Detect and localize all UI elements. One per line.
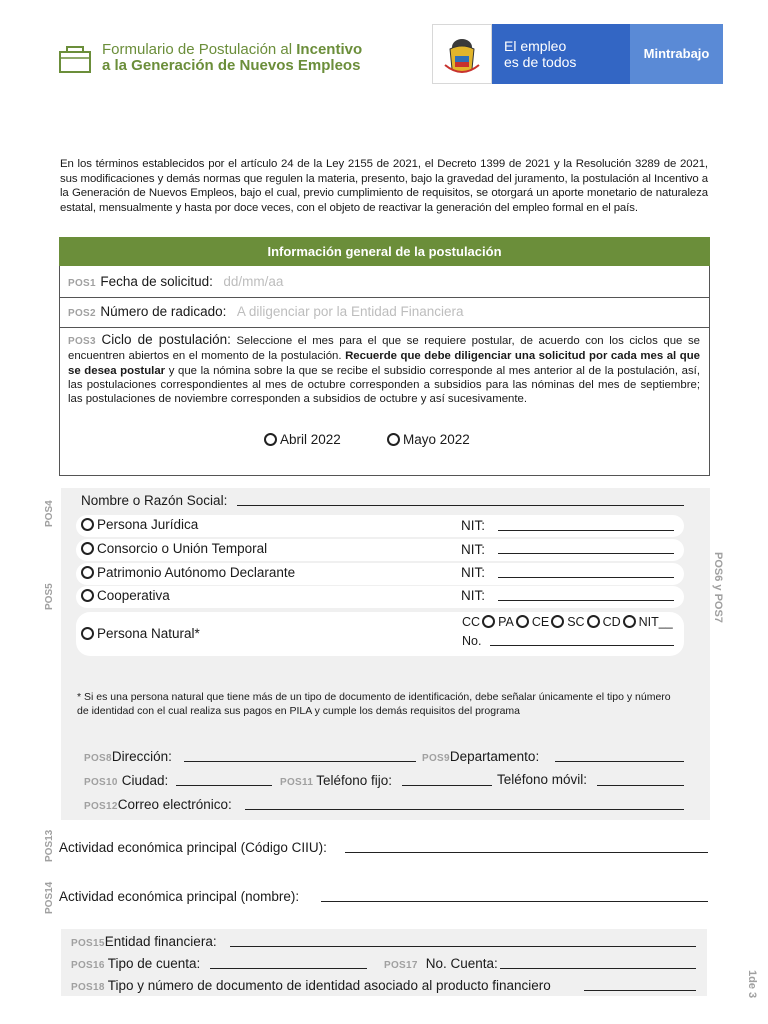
pos14-tag: POS14: [44, 881, 55, 914]
footnote: * Si es una persona natural que tiene más de un tipo de documento de identificación, debe señalar únicamente el tipo y número de identidad con el cual realiza sus pagos en PILA y cumple los demás requisitos del programa: [77, 691, 671, 717]
nit-patrimonio-input[interactable]: [498, 577, 674, 578]
nit-label: NIT:: [461, 542, 486, 557]
telefono-movil-input[interactable]: [597, 785, 684, 786]
pos12-tag: POS12: [84, 801, 118, 812]
doc-cc-label: CC: [462, 615, 481, 629]
actividad-nombre-input[interactable]: [321, 901, 708, 902]
doc-type-options: [462, 615, 673, 629]
pos15-tag: POS15: [71, 938, 105, 949]
radio-mayo[interactable]: [387, 433, 400, 446]
radicado-row: [59, 298, 710, 328]
badge-slogan-line1: El empleo: [504, 38, 567, 54]
no-label: No.: [462, 634, 482, 648]
pos6-pos7-tag: POS6 y POS7: [712, 552, 724, 623]
pos18-tag: POS18: [71, 982, 105, 993]
no-cuenta-input[interactable]: [500, 968, 696, 969]
intro-paragraph: En los términos establecidos por el artículo 24 de la Ley 2155 de 2021, el Decreto 1399 de 2021 y la Resolución 3289 de 2021, sus modificaciones y demás normas que regulen la materia, presento, bajo la gravedad del juramento, la postulación al Incentivo a la Generación de Nuevos Empleos, bajo el cual, previo cumplimiento de requisitos, se otorgará un aporte monetario de naturaleza estatal, mensualmente y hasta por doce veces, con el objeto de reactivar la generación del empleo formal en el país.: [60, 158, 708, 214]
page-marker: 1de 3: [746, 970, 758, 999]
nombre-input[interactable]: [237, 505, 684, 506]
ministry-logo: Mintrabajo: [630, 24, 723, 84]
type-cooperativa-label: Cooperativa: [97, 588, 170, 603]
direccion-label: Dirección:: [111, 749, 172, 764]
pos13-tag: POS13: [44, 829, 55, 862]
option-mayo-label: Mayo 2022: [403, 432, 470, 447]
pos8-tag: POS8: [84, 753, 112, 764]
title-line1-bold: Incentivo: [296, 41, 363, 58]
nombre-label: Nombre o Razón Social:: [81, 493, 228, 508]
folder-icon: [57, 42, 93, 74]
type-natural-label: Persona Natural*: [97, 626, 200, 641]
radio-juridica[interactable]: [81, 518, 94, 531]
ciclo-section: [59, 328, 710, 476]
pos3-tag: POS3: [68, 336, 96, 347]
radio-consorcio[interactable]: [81, 542, 94, 555]
coat-of-arms-icon: [432, 24, 492, 84]
radio-sc[interactable]: [587, 615, 600, 628]
pos4-tag: POS4: [44, 500, 55, 527]
nit-cooperativa-input[interactable]: [498, 600, 674, 601]
departamento-label: Departamento:: [449, 749, 540, 764]
form-title: [102, 42, 362, 73]
title-line1-regular: Formulario de Postulación al: [102, 41, 297, 58]
doc-cd-label: CD: [602, 615, 621, 629]
fecha-row: [59, 266, 710, 298]
ciclo-text2: y que la nómina sobre la que se recibe el subsidio corresponde al mes anterior al de la postulación, así, las postulaciones correspondientes al mes de octubre corresponden a subsidios para las nóminas del mes de septiembre; las postulaciones de noviembre corresponden a subsidios de octubre y así sucesivamente.: [68, 364, 701, 406]
entidad-label: Entidad financiera:: [104, 934, 217, 949]
ciudad-row: [84, 772, 168, 790]
government-badge: [432, 24, 723, 84]
doc-asociado-row: [71, 977, 551, 995]
type-patrimonio-label: Patrimonio Autónomo Declarante: [97, 565, 296, 580]
radicado-label: Número de radicado:: [100, 304, 227, 319]
ciclo-bold: Recuerde que debe diligenciar una solicitud por cada mes al que se desea postular: [68, 350, 700, 377]
radio-ce[interactable]: [551, 615, 564, 628]
no-cuenta-label: No. Cuenta:: [425, 956, 498, 971]
type-juridica-label: Persona Jurídica: [97, 517, 199, 532]
pos17-tag: POS17: [384, 960, 418, 971]
type-consorcio: [81, 541, 267, 556]
pos10-tag: POS10: [84, 777, 118, 788]
general-info-heading: Información general de la postulación: [59, 237, 710, 266]
ciclo-text1: Seleccione el mes para el que se requiere postular, de acuerdo con los ciclos que se encuentren abiertos en el momento de la postulación.: [68, 335, 701, 363]
pos5-tag: POS5: [44, 583, 55, 610]
fecha-input[interactable]: dd/mm/aa: [223, 274, 284, 289]
type-consorcio-label: Consorcio o Unión Temporal: [97, 541, 268, 556]
doc-sc-label: SC: [567, 615, 585, 629]
doc-nit-label: NIT__: [638, 615, 673, 629]
telefono-fijo-input[interactable]: [402, 785, 492, 786]
fecha-label: Fecha de solicitud:: [100, 274, 213, 289]
nit-label: NIT:: [461, 518, 486, 533]
correo-input[interactable]: [245, 809, 684, 810]
entidad-row: [71, 933, 217, 951]
doc-pa-label: PA: [498, 615, 514, 629]
pos11-tag: POS11: [280, 777, 314, 788]
pos9-tag: POS9: [422, 753, 450, 764]
badge-slogan-line2: es de todos: [504, 54, 577, 70]
radio-cooperativa[interactable]: [81, 589, 94, 602]
title-line2: a la Generación de Nuevos Empleos: [102, 57, 361, 74]
no-cuenta-row: [384, 955, 498, 973]
actividad-codigo-label: Actividad económica principal (Código CIIU):: [59, 840, 327, 855]
tipo-cuenta-row: [71, 955, 200, 973]
pos1-tag: POS1: [68, 278, 96, 289]
radicado-input[interactable]: A diligenciar por la Entidad Financiera: [236, 304, 464, 319]
type-cooperativa: [81, 588, 170, 603]
correo-row: [84, 796, 232, 814]
doc-asociado-label: Tipo y número de documento de identidad asociado al producto financiero: [107, 978, 551, 993]
ciudad-input[interactable]: [176, 785, 272, 786]
direccion-row: [84, 748, 172, 766]
type-natural: [81, 626, 200, 641]
telefono-fijo-label: Teléfono fijo:: [316, 773, 393, 788]
badge-slogan: [492, 24, 630, 84]
nit-label: NIT:: [461, 588, 486, 603]
radio-pa[interactable]: [516, 615, 529, 628]
type-juridica: [81, 517, 198, 532]
correo-label: Correo electrónico:: [117, 797, 232, 812]
ciudad-label: Ciudad:: [121, 773, 169, 788]
tipo-cuenta-label: Tipo de cuenta:: [107, 956, 201, 971]
departamento-row: [422, 748, 539, 766]
entidad-input[interactable]: [230, 946, 696, 947]
telefono-fijo-row: [280, 772, 392, 790]
nit-label: NIT:: [461, 565, 486, 580]
radio-natural[interactable]: [81, 627, 94, 640]
radio-cc[interactable]: [482, 615, 495, 628]
nit-consorcio-input[interactable]: [498, 553, 674, 554]
radio-patrimonio[interactable]: [81, 566, 94, 579]
doc-ce-label: CE: [531, 615, 550, 629]
type-patrimonio: [81, 565, 295, 580]
option-abril-label: Abril 2022: [280, 432, 341, 447]
tipo-cuenta-input[interactable]: [210, 968, 367, 969]
actividad-codigo-input[interactable]: [345, 852, 708, 853]
ciclo-label: Ciclo de postulación:: [101, 332, 231, 347]
nit-juridica-input[interactable]: [498, 530, 674, 531]
radio-nit[interactable]: [623, 615, 636, 628]
telefono-movil-label: Teléfono móvil:: [497, 772, 588, 787]
radio-abril[interactable]: [264, 433, 277, 446]
doc-number-input[interactable]: [490, 645, 674, 646]
direccion-input[interactable]: [184, 761, 416, 762]
actividad-nombre-label: Actividad económica principal (nombre):: [59, 889, 300, 904]
departamento-input[interactable]: [555, 761, 684, 762]
pos16-tag: POS16: [71, 960, 105, 971]
pos2-tag: POS2: [68, 308, 96, 319]
doc-asociado-input[interactable]: [584, 990, 696, 991]
